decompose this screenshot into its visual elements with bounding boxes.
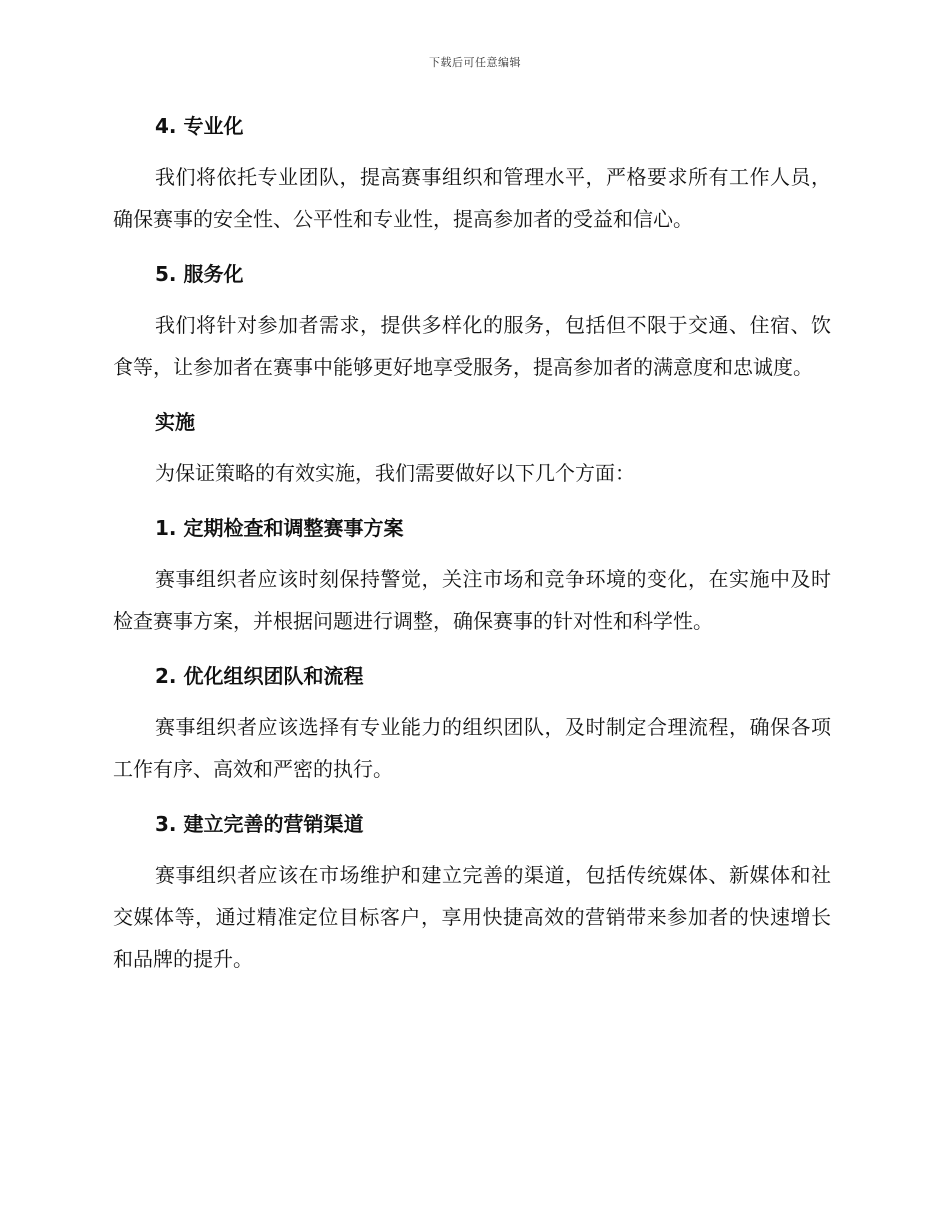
section-heading-professional: 4. 专业化 xyxy=(155,114,244,138)
section-paragraph-optimize-team: 赛事组织者应该选择有专业能力的组织团队，及时制定合理流程，确保各项工作有序、高效和严密的执行。 xyxy=(113,715,831,781)
section-heading-service: 5. 服务化 xyxy=(155,262,244,286)
section-paragraph-professional: 我们将依托专业团队，提高赛事组织和管理水平，严格要求所有工作人员，确保赛事的安全性、公平性和专业性，提高参加者的受益和信心。 xyxy=(113,165,831,231)
page-header-note: 下载后可任意编辑 xyxy=(429,56,521,69)
document-body xyxy=(113,110,831,980)
section-heading-review-plan: 1. 定期检查和调整赛事方案 xyxy=(155,516,404,540)
section-heading-marketing-channels: 3. 建立完善的营销渠道 xyxy=(155,812,364,836)
section-paragraph-marketing-channels: 赛事组织者应该在市场维护和建立完善的渠道，包括传统媒体、新媒体和社交媒体等，通过精准定位目标客户，享用快捷高效的营销带来参加者的快速增长和品牌的提升。 xyxy=(113,863,831,971)
section-paragraph-service: 我们将针对参加者需求，提供多样化的服务，包括但不限于交通、住宿、饮食等，让参加者在赛事中能够更好地享受服务，提高参加者的满意度和忠诚度。 xyxy=(113,313,831,379)
section-paragraph-implementation: 为保证策略的有效实施，我们需要做好以下几个方面： xyxy=(155,461,635,485)
section-heading-optimize-team: 2. 优化组织团队和流程 xyxy=(155,664,364,688)
section-heading-implementation: 实施 xyxy=(155,410,195,434)
section-paragraph-review-plan: 赛事组织者应该时刻保持警觉，关注市场和竞争环境的变化，在实施中及时检查赛事方案，并根据问题进行调整，确保赛事的针对性和科学性。 xyxy=(113,567,831,633)
